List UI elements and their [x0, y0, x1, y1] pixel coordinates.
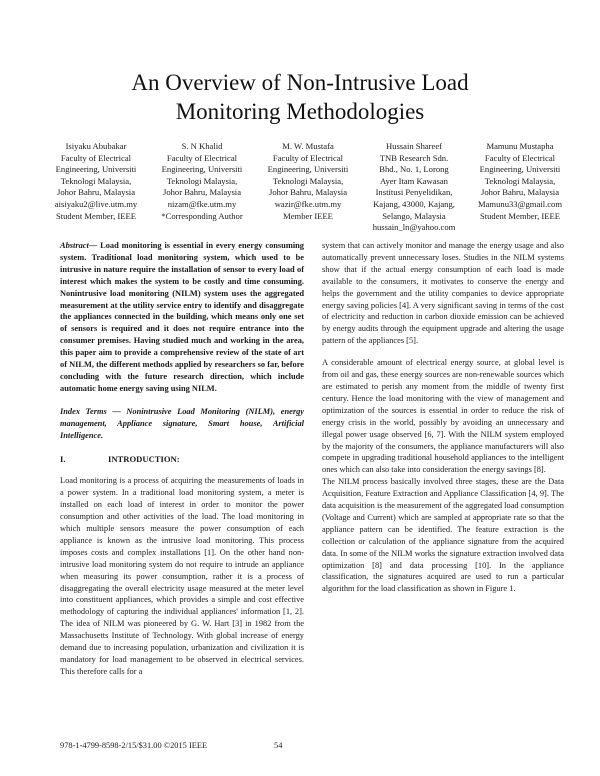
author-location: Johor Bahru, Malaysia [268, 187, 348, 198]
author-name: M. W. Mustafa [282, 141, 334, 151]
author-email: nizam@fke.utm.my [167, 198, 237, 209]
right-column [322, 240, 564, 595]
author-email: wazir@fke.utm.my [274, 198, 342, 209]
author-4 [362, 141, 466, 234]
author-membership: Student Member, IEEE [55, 210, 137, 221]
abstract-label: Abstract— [60, 241, 98, 250]
author-name: S. N Khalid [181, 141, 223, 151]
author-affiliation: Faculty of Electrical [166, 152, 238, 163]
abstract-text: Load monitoring is essential in every energy consuming system. Traditional load monitoring system, which used to be intrusive in nature require the installation of sensor to every load of interest which makes the system to be costly and time consuming. Nonintrusive load monitoring (NILM) system uses the aggregated measurement at the utility service entry to identify and disaggregate the appliances connected in the building, which means only one set of sensors is required and it does not require entrance into the consumer premises. Having studied much and working in the area, this paper aim to provide a comprehensive review of the state of art of NILM, the different methods applied by researchers so far, before concluding with the future research direction, which include automatic home energy saving using NILM. [60, 241, 304, 393]
author-name: Mamunu Mustapha [486, 141, 554, 151]
body-paragraph-2: A considerable amount of electrical energy source, at global level is from oil and gas, these energy sources are non-renewable sources which are estimated to perish any moment from the middle of twenty first century. Hence the load monitoring with the view of management and optimization of the sources is essential in order to reduce the risk of energy crisis in the world, possibly by avoiding an unnecessary and illegal power usage observed [6, 7]. With the NILM system employed by the majority of the consumers, the appliance manufacturers will also compete in upgrading traditional household appliances to the intelligent ones which can also take into consideration the energy savings [8]. [322, 358, 564, 475]
left-column [60, 240, 304, 678]
author-location: Johor Bahru, Malaysia [162, 187, 242, 198]
title-line-1: An Overview of Non-Intrusive Load [131, 70, 469, 95]
section-heading [60, 454, 304, 466]
author-affiliation: Teknologi Malaysia, [484, 175, 556, 186]
author-5 [468, 141, 572, 222]
author-3 [256, 141, 360, 222]
author-location: Johor Bahru, Malaysia [56, 187, 136, 198]
author-affiliation: Bhd., No. 1, Lorong [379, 164, 449, 175]
author-affiliation: Faculty of Electrical [272, 152, 344, 163]
author-affiliation: Ayer Itam Kawasan [380, 175, 448, 186]
author-name: Isiyaku Abubakar [65, 141, 127, 151]
author-email: aisiyaku2@live.utm.my [54, 198, 138, 209]
abstract [60, 240, 304, 395]
paper-title [0, 68, 600, 126]
body-paragraph-1: system that can actively monitor and manage the energy usage and also automatically prevent unnecessary loses. Studies in the NILM systems show that if the actual energy consumption of each load is made available to the consumers, it motivates to conserve the energy and helps the government and the utility companies to device appropriate energy saving policies [4]. A very significant saving in terms of the cost of electricity and reduction in carbon dioxide emission can be achieved by energy audits through the equipment upgrade and altering the usage pattern of the appliances [5]. [322, 241, 564, 346]
author-affiliation: Faculty of Electrical [484, 152, 556, 163]
title-line-2: Monitoring Methodologies [175, 99, 425, 124]
index-terms: Index Terms — Nonintrusive Load Monitoring (NILM), energy management, Appliance signature, Smart house, Artificial Intelligence. [60, 406, 304, 440]
page-number: 54 [274, 741, 283, 750]
author-location: Kajang, 43000, Kajang, [373, 198, 455, 209]
author-affiliation: Faculty of Electrical [60, 152, 132, 163]
intro-paragraph: Load monitoring is a process of acquiring the measurements of loads in a power system. In a traditional load monitoring system, a meter is installed on each load of interest in order to monitor the power consumption and other activities of the load. The load monitoring in which multiple sensors measure the power consumption of each appliance is known as the intrusive load monitoring. This process imposes costs and complex installations [1]. On the other hand non-intrusive load monitoring system do not require to intrude an appliance when measuring its power consumption, rather it is a process of disaggregating the overall electricity usage measured at the meter level into constituent appliances, which provides a simple and cost effective methodology of capturing the individual appliances' information [1, 2]. The idea of NILM was pioneered by G. W. Hart [3] in 1982 from the Massachusetts Institute of Technology. With global increase of energy demand due to increasing population, urbanization and civilization it is mandatory for load management to be observed in electrical services. This therefore calls for a [60, 476, 304, 676]
author-email: hussain_ln@yahoo.com [372, 222, 456, 233]
corresponding-author-note: *Corresponding Author [161, 210, 243, 221]
author-location: Selango, Malaysia [382, 210, 446, 221]
author-affiliation: TNB Research Sdn. [379, 152, 449, 163]
author-name: Hussain Shareef [385, 141, 443, 151]
author-membership: Student Member, IEEE [479, 210, 561, 221]
author-affiliation: Teknologi Malaysia, [272, 175, 344, 186]
author-affiliation: Engineering, Universiti [55, 164, 137, 175]
author-email: Mamunu33@gmail.com [477, 198, 563, 209]
author-affiliation: Engineering, Universiti [479, 164, 561, 175]
author-affiliation: Engineering, Universiti [161, 164, 243, 175]
author-affiliation: Engineering, Universiti [267, 164, 349, 175]
author-1 [44, 141, 148, 222]
copyright-notice: 978-1-4799-8598-2/15/$31.00 ©2015 IEEE [60, 741, 208, 750]
author-affiliation: Institusi Penyelidikan, [375, 187, 453, 198]
author-affiliation: Teknologi Malaysia, [60, 175, 132, 186]
section-number: I. [60, 453, 66, 464]
author-2 [150, 141, 254, 222]
author-block [44, 141, 574, 233]
author-affiliation: Teknologi Malaysia, [166, 175, 238, 186]
author-membership: Member IEEE [283, 210, 333, 221]
author-location: Johor Bahru, Malaysia [480, 187, 560, 198]
section-title: INTRODUCTION: [108, 453, 180, 464]
body-paragraph-3: The NILM process basically involved three stages, these are the Data Acquisition, Feature Extraction and Appliance Classification [4, 9]. The data acquisition is the measurement of the aggregated load consumption (Voltage and Current) which are sampled at appropriate rate so that the appliance pattern can be identified. The feature extraction is the collection or calculation of the appliance signature from the acquired data. In some of the NILM works the signature extraction involved data optimization [8] and data processing [10]. In the appliance classification, the signatures acquired are used to run a particular algorithm for the load classification as shown in Figure 1. [322, 477, 564, 594]
